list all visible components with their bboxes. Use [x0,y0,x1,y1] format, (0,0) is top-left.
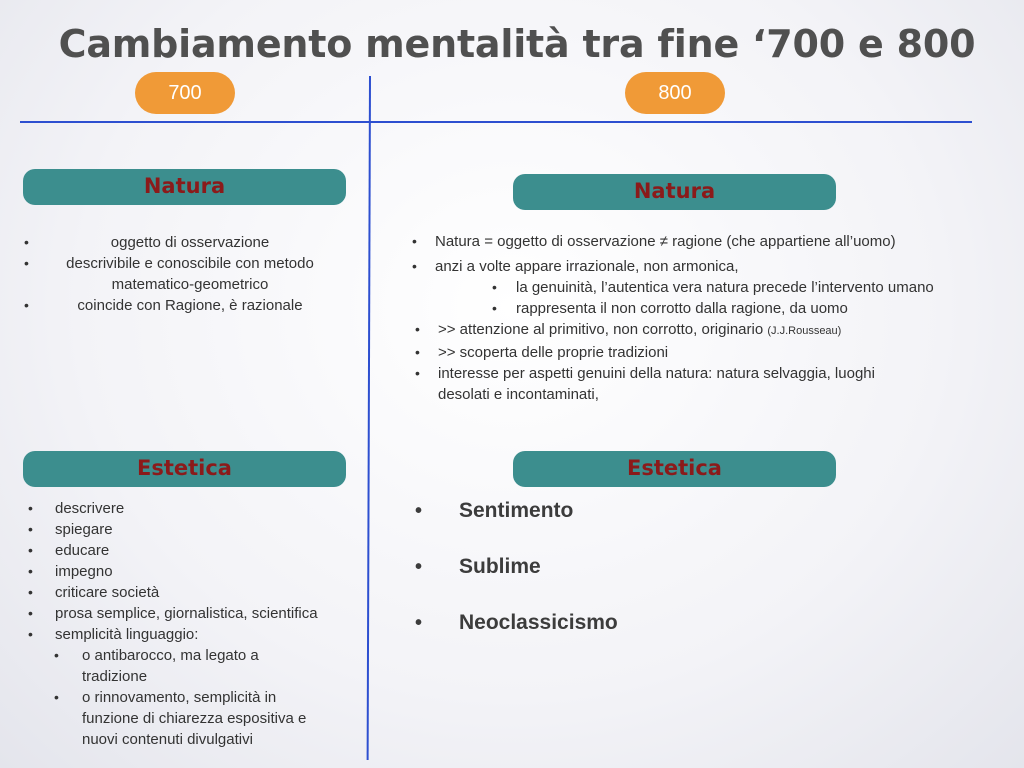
list-item: • Natura = oggetto di osservazione ≠ ragione (che appartiene all’uomo) [412,233,896,250]
list-item: • impegno [28,563,113,580]
list-item: • coincide con Ragione, è razionale [24,297,303,314]
list-subitem: • o antibarocco, ma legato a tradizione [54,647,259,685]
list-item: • >> scoperta delle proprie tradizioni [415,344,669,361]
list-item: • criticare società [28,584,160,601]
period-badge-700: 700 [135,72,235,114]
list-item: • anzi a volte appare irrazionale, non armonica, [412,258,739,275]
list-item: • interesse per aspetti genuini della natura: natura selvaggia, luoghi desolati e incontaminati, [415,365,875,403]
right-estetica-heading: Estetica [513,451,836,487]
left-natura-heading: Natura [23,169,346,205]
list-item: • Sentimento [415,499,574,522]
horizontal-divider [20,121,972,123]
period-badge-800: 800 [625,72,725,114]
slide-title: Cambiamento mentalità tra fine ‘700 e 800 [58,22,976,66]
list-item: • spiegare [28,521,113,538]
vertical-divider [367,76,371,760]
list-item: • oggetto di osservazione [24,234,270,251]
list-subitem: • rappresenta il non corrotto dalla ragione, da uomo [492,300,848,317]
list-item: • descrivere [28,500,125,517]
list-item: • semplicità linguaggio: [28,626,199,643]
list-item: • educare [28,542,110,559]
right-natura-heading: Natura [513,174,836,210]
left-estetica-heading: Estetica [23,451,346,487]
list-item: • Sublime [415,555,541,578]
list-item: • prosa semplice, giornalistica, scientifica [28,605,318,622]
left-natura-list [24,232,346,316]
list-item: • Neoclassicismo [415,611,618,634]
list-subitem: • o rinnovamento, semplicità in funzione di chiarezza espositiva e nuovi contenuti divulgativi [54,689,307,748]
list-subitem: • la genuinità, l’autentica vera natura precede l’intervento umano [492,279,934,296]
list-item: • >> attenzione al primitivo, non corrotto, originario (J.J.Rousseau) [415,321,842,338]
left-estetica-list [25,498,355,750]
right-natura-list [410,231,970,405]
list-item: • descrivibile e conoscibile con metodo matematico-geometrico [24,255,314,293]
rousseau-ref: (J.J.Rousseau) [767,325,842,337]
right-estetica-list [415,497,815,665]
